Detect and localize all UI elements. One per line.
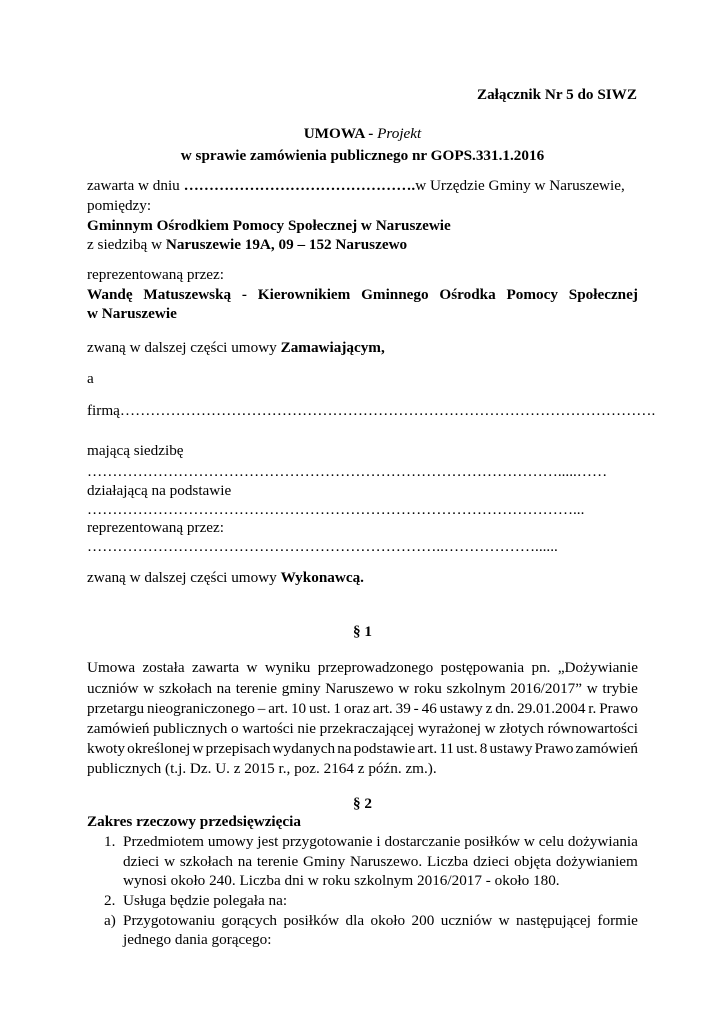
section2-title: Zakres rzeczowy przedsięwzięcia (87, 813, 301, 830)
word: na (216, 680, 232, 697)
word: oraz (343, 700, 371, 717)
word: Matuszewską (143, 286, 232, 303)
section1-last-line: publicznych (t.j. Dz. U. z 2015 r., poz. 2164 z późn. zm.). (87, 760, 437, 777)
word: Gminnego (361, 286, 429, 303)
word: 39 (395, 700, 411, 717)
word: Kierownikiem (257, 286, 351, 303)
word: „Dożywianie (557, 659, 638, 676)
word: Społecznej (568, 286, 638, 303)
word: 2016/2017” (510, 680, 583, 697)
section1-line (87, 658, 638, 678)
word: terenie (235, 680, 278, 697)
word: i (376, 833, 381, 850)
seat-field: ………………………………………………………………………………….....…… (87, 463, 608, 480)
word: 1 (333, 700, 342, 717)
contractor-rep-field: ……………………………………………………………..………………...... (87, 538, 558, 555)
word: posiłków (283, 912, 340, 929)
word: - (241, 286, 247, 303)
sub-a-line (123, 911, 638, 931)
word: w (523, 833, 535, 850)
word: 200 (411, 912, 435, 929)
document-subtitle: w sprawie zamówienia publicznego nr GOPS.331.1.2016 (180, 147, 545, 164)
word: w (498, 912, 510, 929)
contractor-rep-label: reprezentowaną przez: (87, 519, 225, 536)
word: wydanych (272, 740, 336, 757)
item1-line (123, 852, 638, 872)
section1-heading: § 1 (353, 623, 372, 640)
word: Przedmiotem (123, 833, 204, 850)
word: ust. (309, 700, 331, 717)
word: wyniku (264, 659, 311, 676)
word: zawarta (191, 659, 240, 676)
word: art. (372, 700, 393, 717)
section2-heading: § 2 (353, 795, 372, 812)
basis-label: działającą na podstawie (87, 482, 232, 499)
word: w (192, 740, 204, 757)
word: umowy (207, 833, 254, 850)
document-title: UMOWA - Projekt (303, 125, 422, 142)
attachment-label: Załącznik Nr 5 do SIWZ (476, 86, 637, 103)
word: 29.01.2004 (517, 700, 586, 717)
word: ustawy (489, 740, 533, 757)
item2-number: 2. (104, 892, 116, 909)
word: trybie (602, 680, 638, 697)
word: Prawo (534, 740, 574, 757)
word: r. (588, 700, 597, 717)
section1-line (87, 739, 638, 759)
word: przetargu (87, 700, 145, 717)
between-label: pomiędzy: (87, 197, 152, 214)
word: posiłków (464, 833, 520, 850)
word: roku (413, 680, 442, 697)
word: art. (417, 740, 438, 757)
ordering-party-line: zwaną w dalszej części umowy Zamawiającym, (87, 339, 385, 356)
word: dostarczanie (384, 833, 461, 850)
word: złotych (499, 720, 544, 737)
word: Pomocy (506, 286, 558, 303)
basis-field: ……………………………………………………………………………………... (87, 501, 585, 518)
word: na (337, 740, 352, 757)
word: objęta (514, 853, 552, 870)
word: około (370, 912, 406, 929)
word: dzieci (473, 853, 510, 870)
word: dzieci (123, 853, 160, 870)
item1-number: 1. (104, 833, 116, 850)
word: Naruszewo. (350, 853, 423, 870)
represented-by-label: reprezentowaną przez: (87, 266, 225, 283)
word: terenie (256, 853, 299, 870)
word: z (485, 700, 493, 717)
company-field: firmą……………………………………………………………………………………………. (87, 402, 656, 419)
representative-line (87, 285, 638, 305)
word: pn. (531, 659, 551, 676)
sub-a-line2: jednego dania gorącego: (123, 931, 272, 948)
word: w (398, 680, 410, 697)
word: Przygotowaniu (123, 912, 215, 929)
word: jest (257, 833, 279, 850)
word: wartości (242, 720, 294, 737)
word: zamówień (87, 720, 150, 737)
word: art. (268, 700, 289, 717)
sub-a-label: a) (104, 912, 116, 929)
word: w (164, 853, 176, 870)
word: przygotowanie (282, 833, 373, 850)
section1-line (87, 679, 638, 699)
word: Ośrodka (439, 286, 496, 303)
word: ustawy (439, 700, 483, 717)
word: uczniów (87, 680, 139, 697)
word: została (142, 659, 185, 676)
word: podstawie (353, 740, 416, 757)
word: w (484, 720, 496, 737)
section1-line (87, 719, 638, 739)
party1-seat: z siedzibą w Naruszewie 19A, 09 – 152 Naruszewo (87, 236, 408, 253)
word: postępowania (440, 659, 525, 676)
word: szkolnym (446, 680, 506, 697)
word: Liczba (426, 853, 469, 870)
word: przepisach (205, 740, 271, 757)
word: wyrażonej (417, 720, 481, 737)
word: przeprowadzonego (317, 659, 434, 676)
word: na (237, 853, 253, 870)
word: Umowa (87, 659, 136, 676)
word: Wandę (87, 286, 133, 303)
representative-line2: w Naruszewie (87, 305, 177, 322)
item1-last-line: wynosi około 240. Liczba dni w roku szkolnym 2016/2017 - około 180. (123, 872, 560, 889)
word: uczniów (440, 912, 493, 929)
item2-text: Usługa będzie polegała na: (123, 892, 288, 909)
word: w (143, 680, 155, 697)
word: dn. (495, 700, 515, 717)
word: celu (538, 833, 564, 850)
word: Prawo (599, 700, 638, 717)
word: równowartości (547, 720, 638, 737)
word: następującej (515, 912, 592, 929)
word: nie (297, 720, 316, 737)
word: - (413, 700, 419, 717)
word: 46 (421, 700, 437, 717)
word: Gminy (303, 853, 346, 870)
word: Naruszewo (325, 680, 394, 697)
concluded-line: zawarta w dniu ……………………………………….w Urzędzie Gminy w Naruszewie, (87, 177, 625, 194)
item1-line (123, 832, 638, 852)
party1-name: Gminnym Ośrodkiem Pomocy Społecznej w Naruszewie (87, 217, 451, 234)
word: nieograniczonego (146, 700, 255, 717)
contractor-line: zwaną w dalszej części umowy Wykonawcą. (87, 569, 364, 586)
word: zamówień (575, 740, 638, 757)
word: formie (597, 912, 638, 929)
word: ust. (456, 740, 478, 757)
word: dla (345, 912, 365, 929)
seat-label: mającą siedzibę (87, 442, 184, 459)
word: dożywianiem (556, 853, 638, 870)
word: kwoty (87, 740, 125, 757)
word: o (231, 720, 239, 737)
word: określonej (127, 740, 191, 757)
word: 10 (290, 700, 307, 717)
word: – (257, 700, 266, 717)
word: szkołach (158, 680, 212, 697)
word: gorących (221, 912, 278, 929)
word: 11 (439, 740, 454, 757)
word: przekraczającej (319, 720, 415, 737)
word: w (246, 659, 258, 676)
word: 8 (479, 740, 488, 757)
word: w (586, 680, 598, 697)
word: szkołach (179, 853, 233, 870)
word: publicznych (153, 720, 228, 737)
section1-line (87, 699, 638, 719)
conjunction: a (87, 370, 94, 387)
word: dożywiania (567, 833, 638, 850)
word: gminy (281, 680, 321, 697)
